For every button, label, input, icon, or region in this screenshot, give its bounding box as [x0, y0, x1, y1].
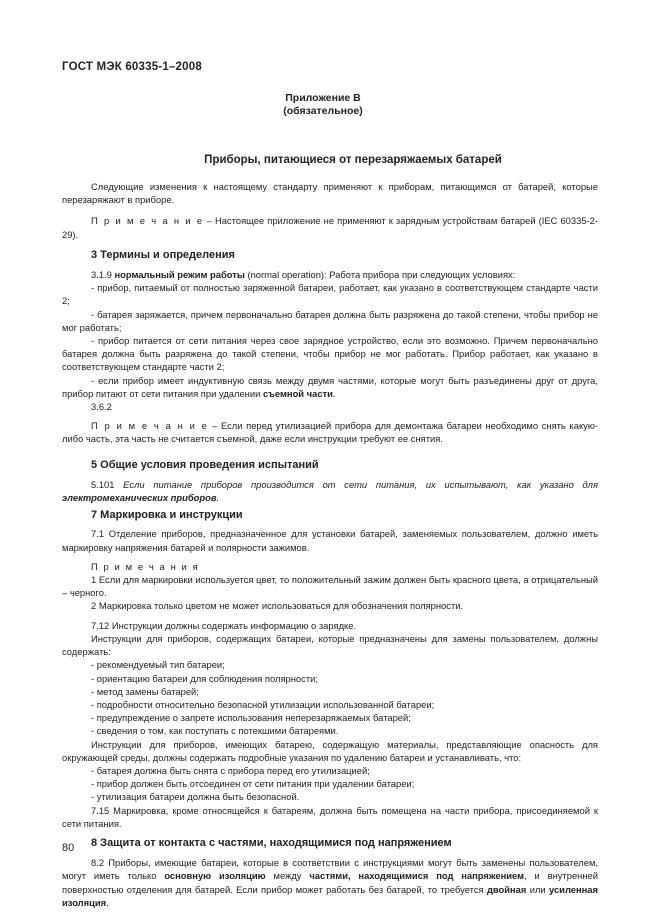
section-3-heading: 3 Термины и определения	[91, 248, 235, 261]
clause-paragraph: Инструкции для приборов, содержащих батареи, которые предназначены для замены пользователем, должны содержать:	[62, 632, 598, 658]
definition-paragraph	[62, 268, 598, 281]
section-7-heading: 7 Маркировка и инструкции	[91, 509, 243, 522]
list-item-end: .	[332, 387, 336, 399]
clause-number: 3.6.2	[91, 401, 112, 413]
clause-text: Если питание приборов производится от сети питания, их испытывают, как указано для	[123, 478, 598, 490]
clause-term: двойная	[486, 883, 527, 895]
clause-term: частями, находящимися под напряжением	[309, 870, 525, 882]
clause-term: усиленная изоляция	[62, 883, 598, 908]
list-item-text: - если прибор имеет индуктивную связь между двумя частями, которые могут быть разъединены друг от друга, прибор питают от сети питания при удалении	[62, 374, 598, 399]
section-8-heading: 8 Защита от контакта с частями, находящимися под напряжением	[91, 836, 452, 849]
document-header: ГОСТ МЭК 60335-1–2008	[62, 61, 202, 73]
list-item: - прибор, питаемый от полностью заряженной батареи, работает, как указано в соответствующем стандарте части 2;	[62, 282, 598, 307]
clause-text: , и внутренней поверхностью отделения для батарей. Если прибор может работать без батарей, то требуется	[62, 870, 598, 895]
page-number: 80	[62, 842, 75, 854]
note-paragraph	[62, 214, 598, 240]
list-item: - ориентацию батареи для соблюдения полярности;	[91, 672, 318, 684]
document-body	[62, 180, 598, 909]
annex-label: Приложение В	[285, 92, 361, 104]
list-item: - прибор должен быть отсоединен от сети питания при удалении батареи;	[91, 778, 415, 790]
note-paragraph	[62, 419, 598, 445]
note-item: 2 Маркировка только цветом не может использоваться для обозначения полярности.	[91, 600, 464, 612]
list-item: - утилизация батареи должна быть безопасной.	[91, 791, 300, 803]
clause-paragraph: Инструкции для приборов, имеющих батарею, содержащую материалы, представляющие опасность для окружающей среды, должны содержать подробные указания по удалению батареи и устанавливать, что:	[62, 738, 598, 763]
clause-number: 5.101	[91, 478, 124, 490]
note-text: – Если перед утилизацией прибора для демонтажа батареи необходимо снять какую-либо часть, эта часть не считается съемной, даже если инструкции требуют ее снятия.	[62, 420, 599, 445]
list-item	[62, 374, 598, 400]
notes-label: П р и м е ч а н и я	[91, 560, 200, 572]
list-item: - метод замены батарей;	[91, 685, 199, 697]
intro-paragraph: Следующие изменения к настоящему стандарту применяют к приборам, питающимся от батарей, которые перезаряжают в приборе.	[62, 181, 598, 206]
clause-text: между	[265, 870, 310, 882]
definition-number: 3.1.9	[91, 269, 115, 281]
list-item: - подробности относительно безопасной утилизации использованной батареи;	[91, 698, 435, 710]
annex-status: (обязательное)	[283, 105, 363, 117]
list-item: - рекомендуемый тип батареи;	[91, 659, 225, 671]
definition-text: (normal operation): Работа прибора при следующих условиях:	[244, 269, 516, 281]
list-item-term: съемной части	[262, 387, 333, 399]
clause-end: .	[106, 896, 109, 908]
clause-paragraph	[62, 478, 598, 504]
clause-text: или	[526, 883, 549, 895]
note-label: П р и м е ч а н и е	[91, 215, 204, 227]
clause-term: основную изоляцию	[164, 870, 266, 882]
clause-paragraph: 7.1 Отделение приборов, предназначенное для установки батарей, заменяемых пользователем, должно иметь маркировку напряжения батарей и полярности зажимов.	[62, 528, 598, 553]
note-label: П р и м е ч а н и е	[91, 420, 209, 432]
clause-end: .	[216, 492, 220, 504]
annex-title: Приборы, питающиеся от перезаряжаемых батарей	[204, 154, 502, 166]
clause-term: электромеханических приборов	[62, 492, 217, 504]
list-item: - прибор питается от сети питания через свое зарядное устройство, если это возможно. Причем первоначально батарея должна быть разряжена до такой степени, чтобы прибор не мог работать. Прибор работает, как указано в соответствующем стандарте части 2;	[62, 335, 598, 373]
list-item: - сведения о том, как поступать с потекшими батареями.	[91, 725, 339, 737]
clause-paragraph: 7.15 Маркировка, кроме относящейся к батареям, должна быть помещена на части прибора, присоединяемой к сети питания.	[62, 804, 598, 829]
list-item: - батарея должна быть снята с прибора перед его утилизацией;	[91, 764, 370, 776]
definition-term: нормальный режим работы	[114, 269, 245, 281]
clause-paragraph: 7.12 Инструкции должны содержать информацию о зарядке.	[91, 619, 357, 631]
list-item: - предупреждение о запрете использования неперезаряжаемых батарей;	[91, 712, 411, 724]
section-5-heading: 5 Общие условия проведения испытаний	[91, 458, 319, 471]
clause-paragraph	[62, 856, 598, 909]
clause-text: 8.2 Приборы, имеющие батареи, которые в соответствии с инструкциями могут быть заменены пользователем, могут иметь только	[62, 857, 598, 882]
note-text: – Настоящее приложение не применяют к зарядным устройствам батарей (IEC 60335-2-29).	[62, 215, 598, 240]
list-item: - батарея заряжается, причем первоначально батарея должна быть разряжена до такой степени, чтобы прибор не мог работать;	[62, 308, 598, 333]
note-item: 1 Если для маркировки используется цвет, то положительный зажим должен быть красного цвета, а отрицательный – черного.	[62, 574, 598, 599]
